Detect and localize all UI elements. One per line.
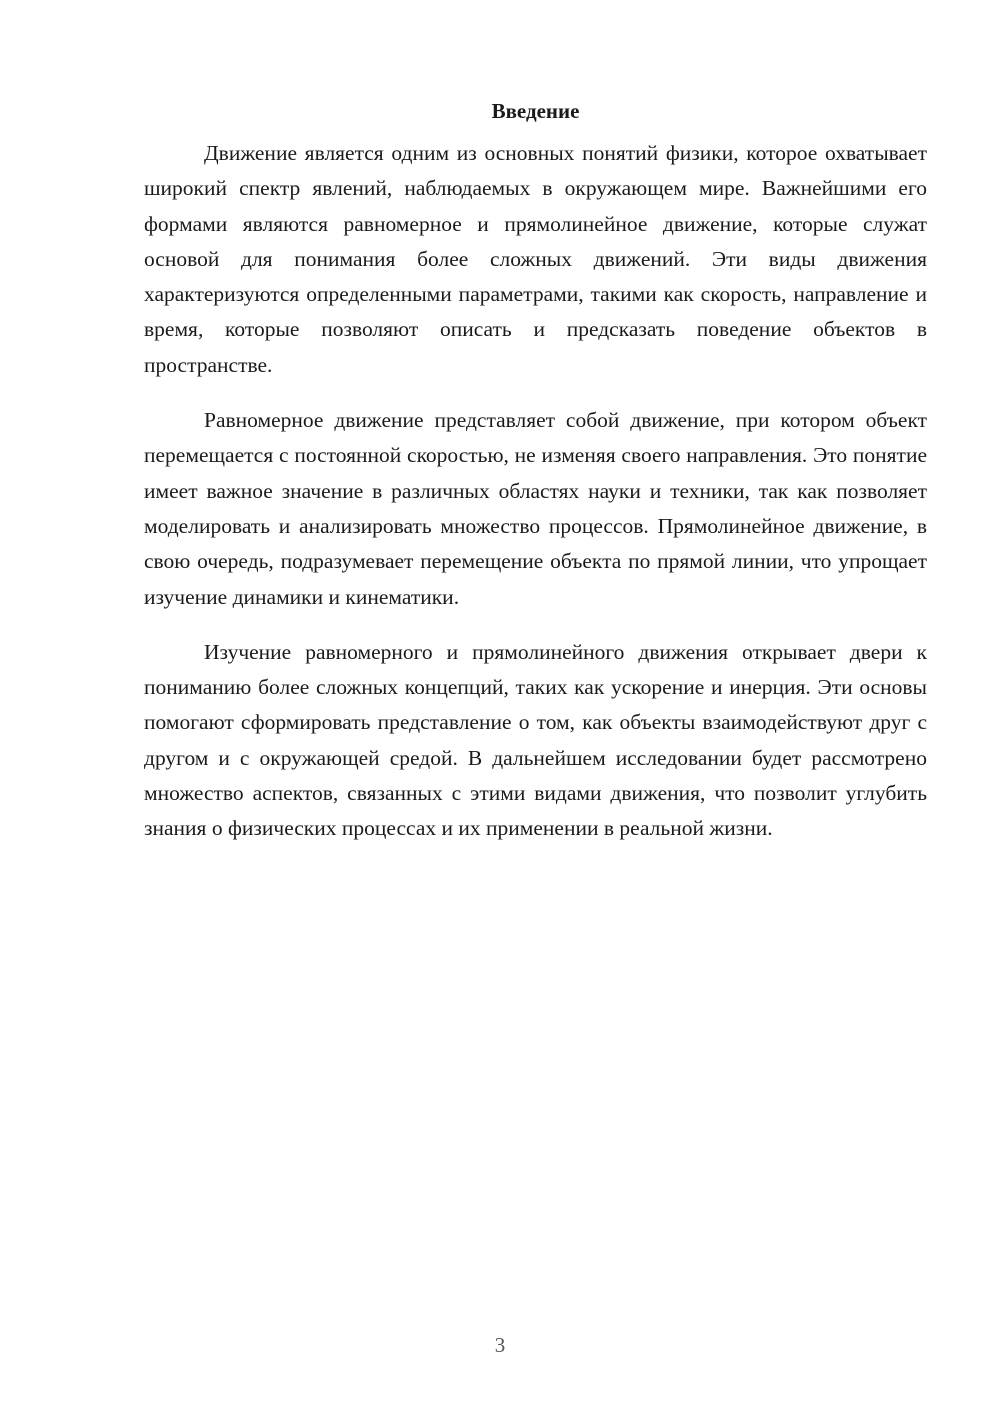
paragraph-1: Движение является одним из основных понятий физики, которое охватывает широкий спектр явлений, наблюдаемых в окружающем мире. Важнейшими его формами являются равномерное и прямолинейное движение, которые служат основой для понимания более сложных движений. Эти виды движения характеризуются определенными параметрами, такими как скорость, направление и время, которые позволяют описать и предсказать поведение объектов в пространстве. [144, 141, 927, 377]
page-number: 3 [494, 1333, 506, 1357]
page-content [144, 96, 927, 867]
paragraph-2: Равномерное движение представляет собой движение, при котором объект перемещается с постоянной скоростью, не изменяя своего направления. Это понятие имеет важное значение в различных областях науки и техники, так как позволяет моделировать и анализировать множество процессов. Прямолинейное движение, в свою очередь, подразумевает перемещение объекта по прямой линии, что упрощает изучение динамики и кинематики. [144, 408, 927, 609]
paragraph-3: Изучение равномерного и прямолинейного движения открывает двери к пониманию более сложных концепций, таких как ускорение и инерция. Эти основы помогают сформировать представление о том, как объекты взаимодействуют друг с другом и с окружающей средой. В дальнейшем исследовании будет рассмотрено множество аспектов, связанных с этими видами движения, что позволит углубить знания о физических процессах и их применении в реальной жизни. [144, 639, 927, 841]
section-title: Введение [491, 99, 580, 123]
